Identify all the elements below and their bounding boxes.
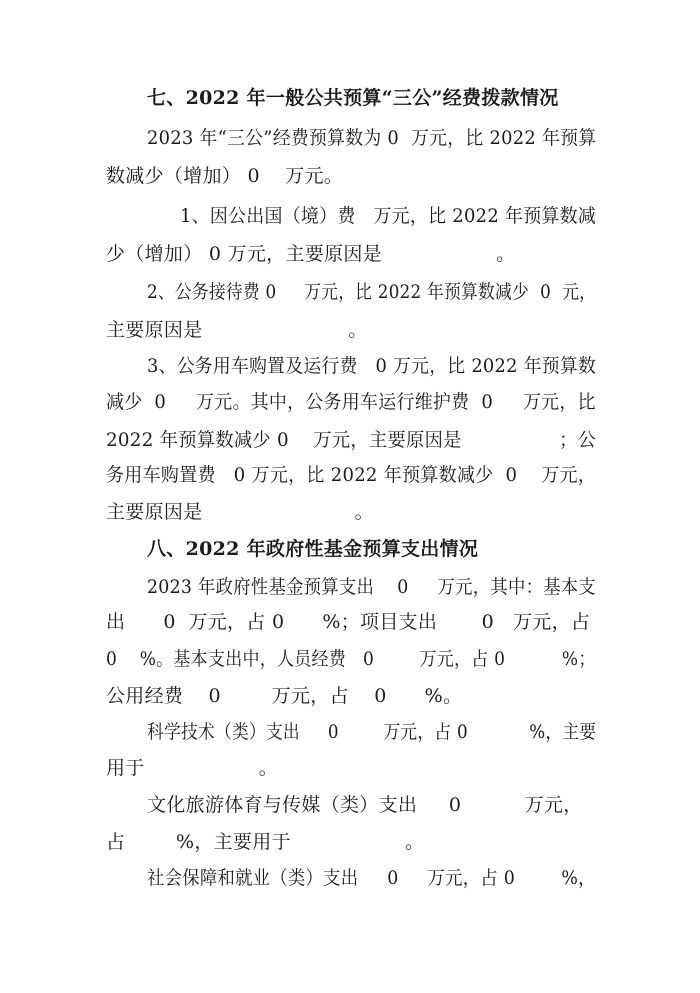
- paragraph-line: 1、因公出国（境）费 万元，比 2022 年预算数减: [180, 205, 597, 227]
- paragraph-line: 2、公务接待费 0 万元，比 2022 年预算数减少 0 元，: [147, 281, 597, 303]
- paragraph-line: 务用车购置费 0 万元，比 2022 年预算数减少 0 万元，: [106, 464, 597, 486]
- paragraph-line: 文化旅游体育与传媒（类）支出 0 万元，: [147, 794, 583, 816]
- section-heading-8: 八、2022 年政府性基金预算支出情况: [147, 538, 479, 560]
- paragraph-line: 用于 。: [106, 757, 279, 779]
- paragraph-line: 0 %。基本支出中，人员经费 0 万元，占 0 %；: [106, 648, 596, 670]
- paragraph-line: 2022 年预算数减少 0 万元，主要原因是 ；公: [106, 429, 597, 451]
- paragraph-line: 2023 年“三公”经费预算数为 0 万元，比 2022 年预算: [147, 127, 597, 149]
- section-heading-7: 七、2022 年一般公共预算“三公”经费拨款情况: [147, 87, 559, 109]
- paragraph-line: 占 %，主要用于 。: [106, 831, 425, 853]
- paragraph-line: 主要原因是 。: [106, 501, 374, 523]
- paragraph-line: 社会保障和就业（类）支出 0 万元，占 0 %，: [147, 867, 596, 889]
- paragraph-line: 3、公务用车购置及运行费 0 万元，比 2022 年预算数: [147, 355, 597, 377]
- paragraph-line: 出 0 万元，占 0 %；项目支出 0 万元，占: [106, 611, 591, 633]
- paragraph-line: 数减少（增加） 0 万元。: [106, 165, 344, 187]
- paragraph-line: 公用经费 0 万元，占 0 %。: [106, 685, 463, 707]
- paragraph-line: 科学技术（类）支出 0 万元，占 0 %，主要: [147, 721, 597, 743]
- paragraph-line: 减少 0 万元。其中，公务用车运行维护费 0 万元，比: [106, 391, 596, 413]
- paragraph-line: 少（增加） 0 万元，主要原因是 。: [106, 243, 516, 265]
- paragraph-line: 主要原因是 。: [106, 319, 368, 341]
- paragraph-line: 2023 年政府性基金预算支出 0 万元，其中：基本支: [147, 576, 597, 598]
